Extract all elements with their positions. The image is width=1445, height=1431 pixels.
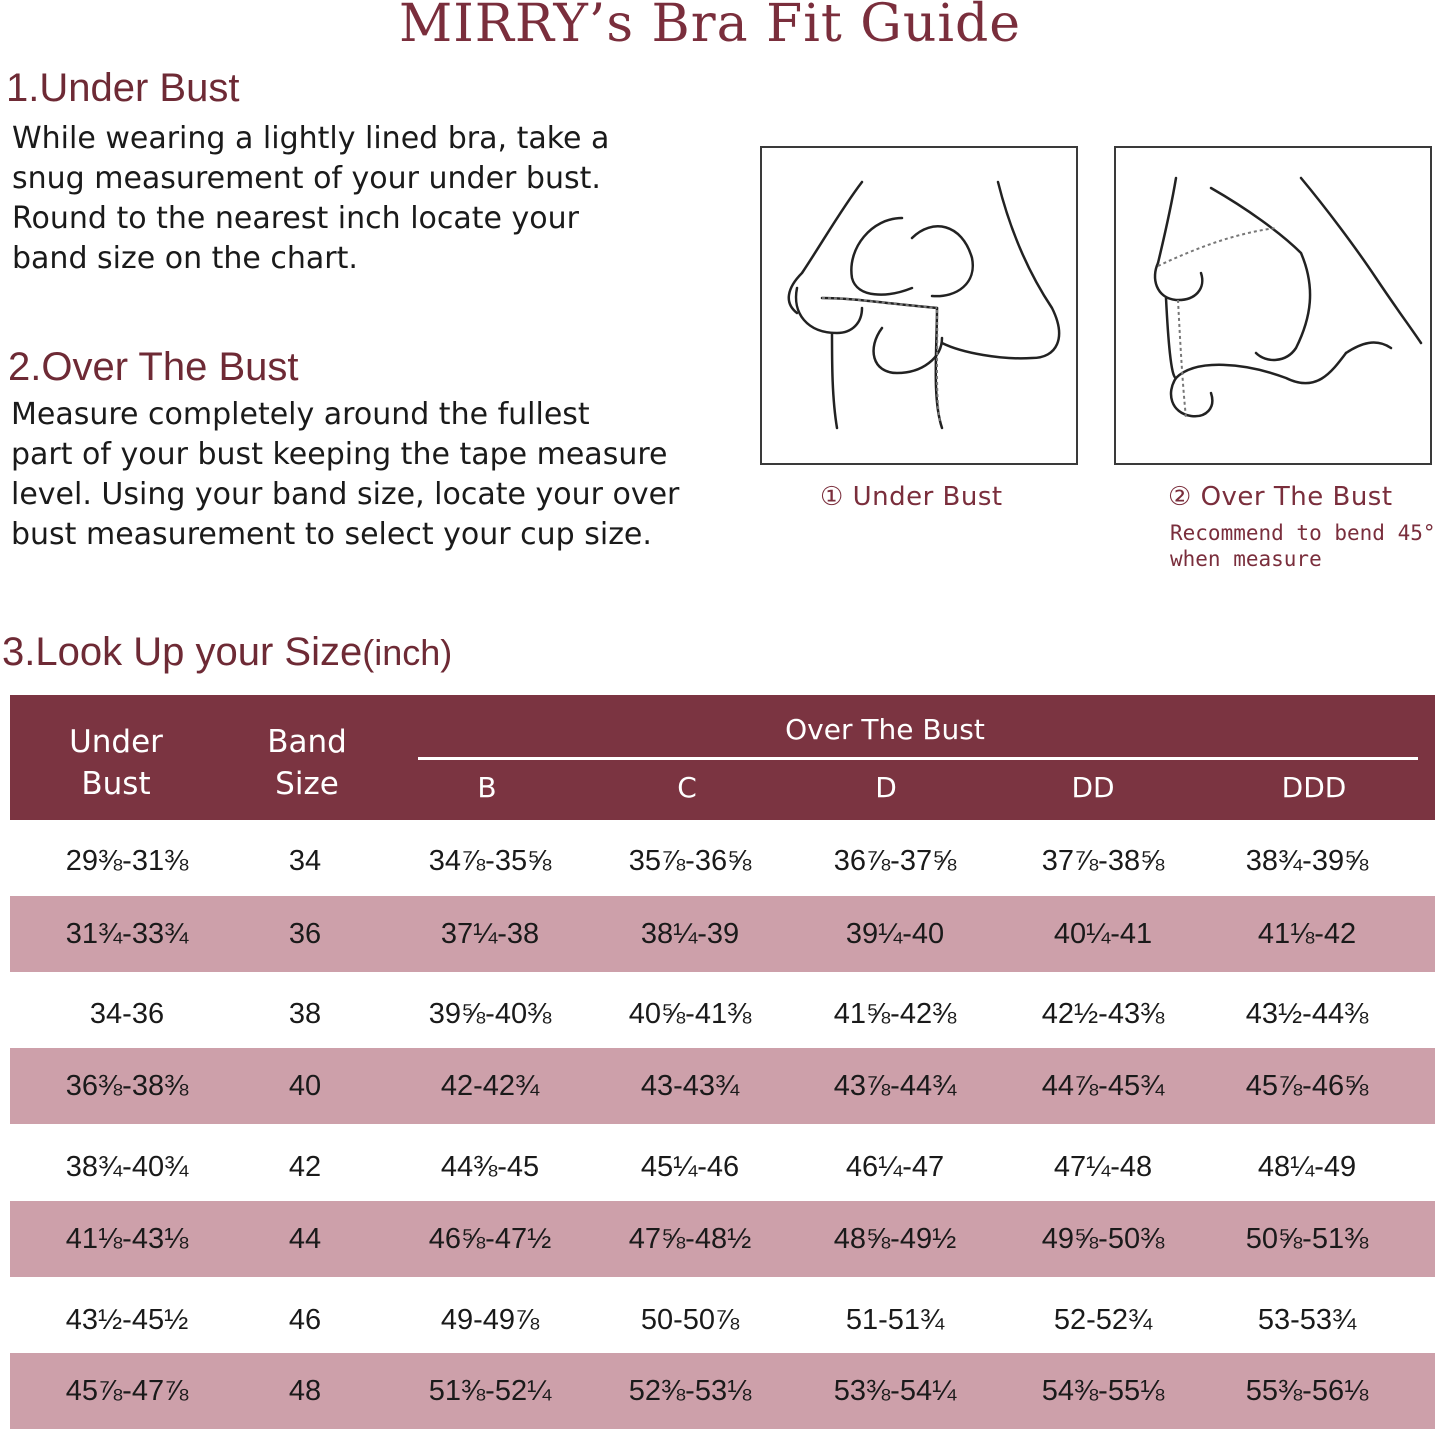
- cell-cup-dd: 52-52¾: [1053, 1304, 1153, 1336]
- table-row: [10, 896, 1435, 972]
- cell-cup-c: 47⅝-48½: [628, 1223, 752, 1255]
- cell-band-size: 42: [288, 1151, 322, 1183]
- cell-band-size: 46: [288, 1304, 322, 1336]
- under-bust-drawing: [762, 148, 1076, 463]
- cell-under-bust: 43½-45½: [65, 1304, 189, 1336]
- cell-cup-c: 52⅜-53⅛: [628, 1375, 752, 1407]
- cell-cup-dd: 47¼-48: [1053, 1151, 1153, 1183]
- cell-band-size: 36: [288, 918, 322, 950]
- cell-cup-b: 46⅝-47½: [428, 1223, 552, 1255]
- cell-cup-c: 50-50⅞: [640, 1304, 740, 1336]
- cell-cup-dd: 40¼-41: [1053, 918, 1153, 950]
- cell-cup-ddd: 43½-44⅜: [1245, 998, 1369, 1030]
- header-cup-dd: DD: [1071, 771, 1115, 804]
- cell-cup-ddd: 53-53¾: [1257, 1304, 1357, 1336]
- cell-cup-b: 49-49⅞: [440, 1304, 540, 1336]
- size-table-header: [10, 695, 1435, 820]
- cell-cup-ddd: 45⅞-46⅝: [1245, 1070, 1369, 1102]
- cell-cup-b: 42-42¾: [440, 1070, 540, 1102]
- cell-cup-dd: 44⅞-45¾: [1041, 1070, 1165, 1102]
- cell-cup-b: 39⅝-40⅜: [428, 998, 552, 1030]
- cell-cup-ddd: 50⅝-51⅜: [1245, 1223, 1369, 1255]
- cell-cup-b: 51⅜-52¼: [428, 1375, 552, 1407]
- cell-cup-c: 38¼-39: [640, 918, 740, 950]
- over-bust-instructions: Measure completely around the fullest part of your bust keeping the tape measure level. Using your band size, locate your over bust measurement to select your cup size.: [11, 397, 680, 552]
- cell-under-bust: 38¾-40¾: [65, 1151, 189, 1183]
- cell-cup-d: 39¼-40: [845, 918, 945, 950]
- header-band-size: Band Size: [267, 724, 347, 802]
- cell-cup-d: 36⅞-37⅝: [833, 845, 957, 877]
- cell-under-bust: 36⅜-38⅜: [65, 1070, 189, 1102]
- cell-under-bust: 41⅛-43⅛: [65, 1223, 189, 1255]
- cell-cup-dd: 54⅜-55⅛: [1041, 1375, 1165, 1407]
- table-row: [10, 1129, 1435, 1205]
- cell-cup-d: 53⅜-54¼: [833, 1375, 957, 1407]
- header-cup-c: C: [677, 771, 697, 804]
- table-row: [10, 1048, 1435, 1124]
- section-heading-size-lookup: [2, 632, 452, 672]
- cell-cup-dd: 49⅝-50⅜: [1041, 1223, 1165, 1255]
- table-row: [10, 823, 1435, 899]
- header-cup-ddd: DDD: [1281, 771, 1347, 804]
- cell-band-size: 38: [288, 998, 322, 1030]
- cell-cup-ddd: 41⅛-42: [1257, 918, 1357, 950]
- table-row: [10, 1201, 1435, 1277]
- size-lookup-heading-text: 3.Look Up your Size: [2, 630, 363, 674]
- table-row: [10, 1282, 1435, 1358]
- cell-cup-d: 43⅞-44¾: [833, 1070, 957, 1102]
- under-bust-caption: ① Under Bust: [820, 482, 1003, 512]
- cell-cup-b: 34⅞-35⅝: [428, 845, 552, 877]
- cell-under-bust: 34-36: [89, 998, 165, 1030]
- cell-cup-ddd: 48¼-49: [1257, 1151, 1357, 1183]
- over-bust-illustration: [1114, 146, 1432, 465]
- cell-cup-b: 37¼-38: [440, 918, 540, 950]
- header-over-the-bust: Over The Bust: [785, 713, 985, 746]
- cell-cup-ddd: 55⅜-56⅛: [1245, 1375, 1369, 1407]
- cell-cup-dd: 37⅞-38⅝: [1041, 845, 1165, 877]
- cell-band-size: 40: [288, 1070, 322, 1102]
- cell-under-bust: 29⅜-31⅜: [65, 845, 189, 877]
- over-bust-drawing: [1116, 148, 1430, 463]
- section-heading-over-bust: 2.Over The Bust: [8, 345, 299, 389]
- section-heading-under-bust: 1.Under Bust: [6, 66, 240, 110]
- cell-cup-c: 40⅝-41⅜: [628, 998, 752, 1030]
- header-under-bust: Under Bust: [69, 724, 163, 802]
- page-title: MIRRY’s Bra Fit Guide: [398, 0, 1022, 54]
- cell-cup-d: 41⅝-42⅜: [833, 998, 957, 1030]
- size-lookup-unit: (inch): [362, 632, 453, 673]
- cell-cup-ddd: 38¾-39⅝: [1245, 845, 1369, 877]
- cell-cup-dd: 42½-43⅜: [1041, 998, 1165, 1030]
- header-cup-d: D: [875, 771, 897, 804]
- header-divider: [418, 757, 1418, 760]
- cell-cup-c: 45¼-46: [640, 1151, 740, 1183]
- cell-under-bust: 31¾-33¾: [65, 918, 189, 950]
- cell-cup-c: 35⅞-36⅝: [628, 845, 752, 877]
- over-bust-note: Recommend to bend 45° when measure: [1170, 521, 1436, 571]
- cell-cup-d: 46¼-47: [845, 1151, 945, 1183]
- over-bust-caption: ② Over The Bust: [1168, 482, 1393, 512]
- under-bust-illustration: [760, 146, 1078, 465]
- table-row: [10, 976, 1435, 1052]
- header-cup-b: B: [477, 771, 497, 804]
- table-row: [10, 1353, 1435, 1429]
- cell-cup-d: 51-51¾: [845, 1304, 945, 1336]
- cell-band-size: 34: [288, 845, 322, 877]
- cell-band-size: 48: [288, 1375, 322, 1407]
- under-bust-instructions: While wearing a lightly lined bra, take a snug measurement of your under bust. Round to the nearest inch locate your band size on the chart.: [12, 121, 610, 276]
- cell-band-size: 44: [288, 1223, 322, 1255]
- cell-cup-d: 48⅝-49½: [833, 1223, 957, 1255]
- cell-cup-c: 43-43¾: [640, 1070, 740, 1102]
- cell-under-bust: 45⅞-47⅞: [65, 1375, 189, 1407]
- cell-cup-b: 44⅜-45: [440, 1151, 540, 1183]
